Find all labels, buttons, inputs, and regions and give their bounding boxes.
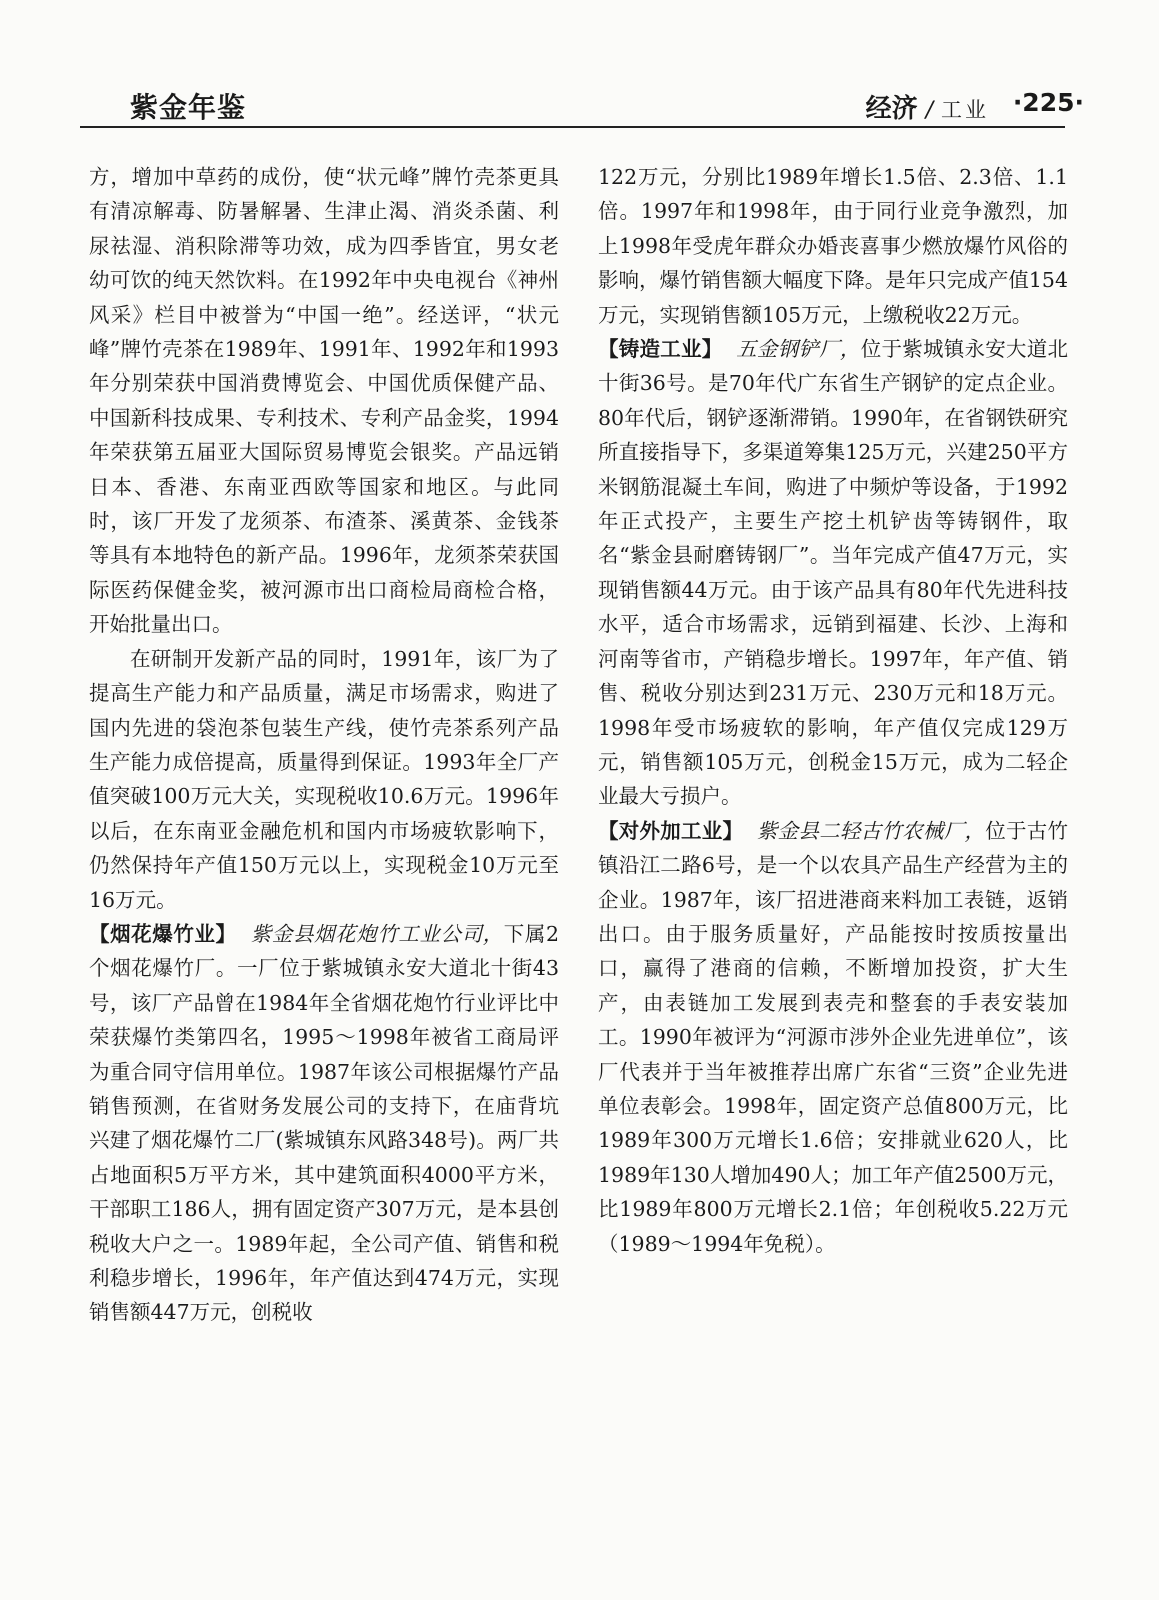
casting-heading: 【铸造工业】: [598, 337, 723, 362]
processing-body: 位于古竹镇沿江二路6号，是一个以农具产品生产经营为主的企业。1987年，该厂招进港商来料加工表链，返销出口。由于服务质量好，产品能按时按质按量出口，赢得了港商的信赖，不断增加投资，扩大生产，由表链加工发展到表壳和整套的手表安装加工。1990年被评为“河源市涉外企业先进单位”，该厂代表并于当年被推荐出席广东省“三资”企业先进单位表彰会。1998年，固定资产总值800万元，比1989年300万元增长1.6倍；安排就业620人，比1989年130人增加490人；加工年产值2500万元，比1989年800万元增长2.1倍；年创税收5.22万元（1989～1994年免税）。: [598, 818, 1069, 1256]
tea-production-paragraph: 在研制开发新产品的同时，1991年，该厂为了提高生产能力和产品质量，满足市场需求，购进了国内先进的袋泡茶包装生产线，使竹壳茶系列产品生产能力成倍提高，质量得到保证。1993年全厂产值突破100万元大关，实现税收10.6万元。1996年以后，在东南亚金融危机和国内市场疲软影响下，仍然保持年产值150万元以上，实现税金10万元至16万元。: [89, 646, 559, 912]
fireworks-continued-paragraph: 122万元，分别比1989年增长1.5倍、2.3倍、1.1倍。1997年和1998年，由于同行业竞争激烈，加上1998年受虎年群众办婚丧喜事少燃放爆竹风俗的影响，爆竹销售额大幅度下降。是年只完成产值154万元，实现销售额105万元，上缴税收22万元。: [598, 165, 1068, 327]
fireworks-paragraph: [89, 917, 559, 1330]
casting-paragraph: [598, 332, 1068, 814]
breadcrumb-separator: /: [925, 98, 933, 123]
processing-paragraph: [598, 814, 1068, 1261]
fireworks-heading: 【烟花爆竹业】: [89, 921, 237, 946]
page-header: [0, 0, 1159, 140]
right-column: [598, 160, 1068, 1261]
header-divider: [80, 126, 1065, 128]
fireworks-org-name: 紫金县烟花炮竹工业公司，: [250, 921, 504, 946]
casting-body: 位于紫城镇永安大道北十街36号。是70年代广东省生产钢铲的定点企业。80年代后，钢铲逐渐滞销。1990年，在省钢铁研究所直接指导下，多渠道筹集125万元，兴建250平方米钢筋混凝土车间，购进了中频炉等设备，于1992年正式投产，主要生产挖土机铲齿等铸钢件，取名“紫金县耐磨铸钢厂”。当年完成产值47万元，实现销售额44万元。由于该产品具有80年代先进科技水平，适合市场需求，远销到福建、长沙、上海和河南等省市，产销稳步增长。1997年，年产值、销售、税收分别达到231万元、230万元和18万元。1998年受市场疲软的影响，年产值仅完成129万元，销售额105万元，创税金15万元，成为二轻企业最大亏损户。: [598, 337, 1069, 809]
tea-paragraph: 方，增加中草药的成份，使“状元峰”牌竹壳茶更具有清凉解毒、防暑解暑、生津止渴、消炎杀菌、利尿祛湿、消积除滞等功效，成为四季皆宜，男女老幼可饮的纯天然饮料。在1992年中央电视台《神州风采》栏目中被誉为“中国一绝”。经送评，“状元峰”牌竹壳茶在1989年、1991年、1992年和1993年分别荣获中国消费博览会、中国优质保健产品、中国新科技成果、专利技术、专利产品金奖，1994年荣获第五届亚大国际贸易博览会银奖。产品远销日本、香港、东南亚西欧等国家和地区。与此同时，该厂开发了龙须茶、布渣茶、溪黄茶、金钱茶等具有本地特色的新产品。1996年，龙须茶荣获国际医药保健金奖，被河源市出口商检局商检合格，开始批量出口。: [89, 165, 559, 637]
subsection-name: 工业: [941, 98, 989, 122]
fireworks-body: 下属2个烟花爆竹厂。一厂位于紫城镇永安大道北十街43号，该厂产品曾在1984年全省烟花炮竹行业评比中荣获爆竹类第四名，1995～1998年被省工商局评为重合同守信用单位。1987年该公司根据爆竹产品销售预测，在省财务发展公司的支持下，在庙背坑兴建了烟花爆竹二厂(紫城镇东风路348号)。两厂共占地面积5万平方米，其中建筑面积4000平方米，干部职工186人，拥有固定资产307万元，是本县创税收大户之一。1989年起，全公司产值、销售和税利稳步增长，1996年，年产值达到474万元，实现销售额447万元，创税收: [89, 921, 560, 1325]
yearbook-title: 紫金年鉴: [130, 91, 247, 124]
page-number: ·225·: [1012, 88, 1084, 117]
casting-org-name: 五金钢铲厂，: [736, 337, 861, 362]
section-name: 经济: [865, 94, 918, 124]
processing-org-name: 紫金县二轻古竹农械厂，: [756, 818, 986, 843]
left-column: [89, 160, 559, 1330]
section-breadcrumb: [866, 88, 989, 125]
processing-heading: 【对外加工业】: [598, 818, 744, 843]
